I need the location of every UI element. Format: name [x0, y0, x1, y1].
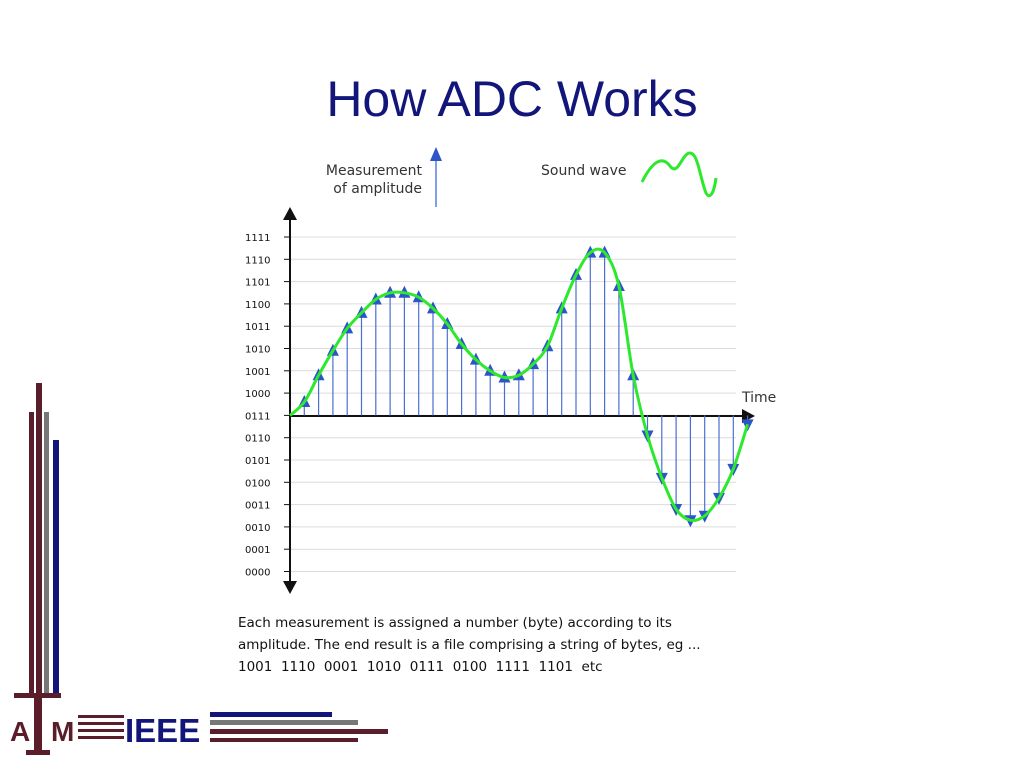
- y-level-label: 1101: [245, 277, 271, 289]
- y-level-label: 0101: [245, 456, 271, 467]
- y-axis: [283, 207, 297, 594]
- legend-sound-wave-label: Sound wave: [541, 163, 627, 179]
- x-axis-title: Time: [742, 390, 777, 406]
- legend-measurement-line1: Measurement: [325, 163, 422, 179]
- caption: [238, 615, 701, 675]
- legend: [326, 147, 716, 207]
- logo-letter-a: A: [10, 716, 31, 747]
- decorative-vertical-bars: [29, 383, 59, 693]
- y-level-label: 1001: [245, 366, 271, 378]
- x-axis: [290, 409, 755, 423]
- y-level-label: 1010: [245, 344, 271, 356]
- y-level-label: 1111: [245, 233, 271, 244]
- y-level-label: 0100: [245, 478, 271, 490]
- atm-ieee-logo: [10, 693, 388, 755]
- logo-letter-m: M: [51, 716, 75, 747]
- sound-wave-icon: [642, 153, 716, 196]
- caption-line-2: amplitude. The end result is a file comprising a string of bytes, eg ...: [238, 637, 701, 653]
- y-level-label: 0000: [245, 567, 271, 579]
- measurement-stems: [298, 246, 753, 528]
- y-level-label: 0011: [245, 500, 271, 512]
- caption-line-1: Each measurement is assigned a number (byte) according to its: [238, 615, 672, 631]
- y-level-label: 1110: [245, 255, 271, 267]
- y-level-label: 0110: [245, 433, 271, 445]
- y-axis-labels: [245, 233, 270, 579]
- y-level-label: 1100: [245, 299, 271, 311]
- y-level-label: 0001: [245, 545, 271, 557]
- measurement-arrow-icon: [430, 147, 442, 207]
- caption-line-3: 1001 1110 0001 1010 0111 0100 1111 1101 etc: [238, 659, 603, 675]
- grid-lines: [284, 237, 736, 572]
- y-level-label: 0010: [245, 522, 271, 534]
- slide-title: How ADC Works: [326, 71, 698, 127]
- logo-ieee-text: IEEE: [125, 712, 201, 749]
- y-level-label: 1000: [245, 389, 271, 401]
- y-level-label: 0111: [245, 411, 271, 423]
- legend-measurement-line2: of amplitude: [333, 181, 422, 197]
- y-level-label: 1011: [245, 322, 271, 334]
